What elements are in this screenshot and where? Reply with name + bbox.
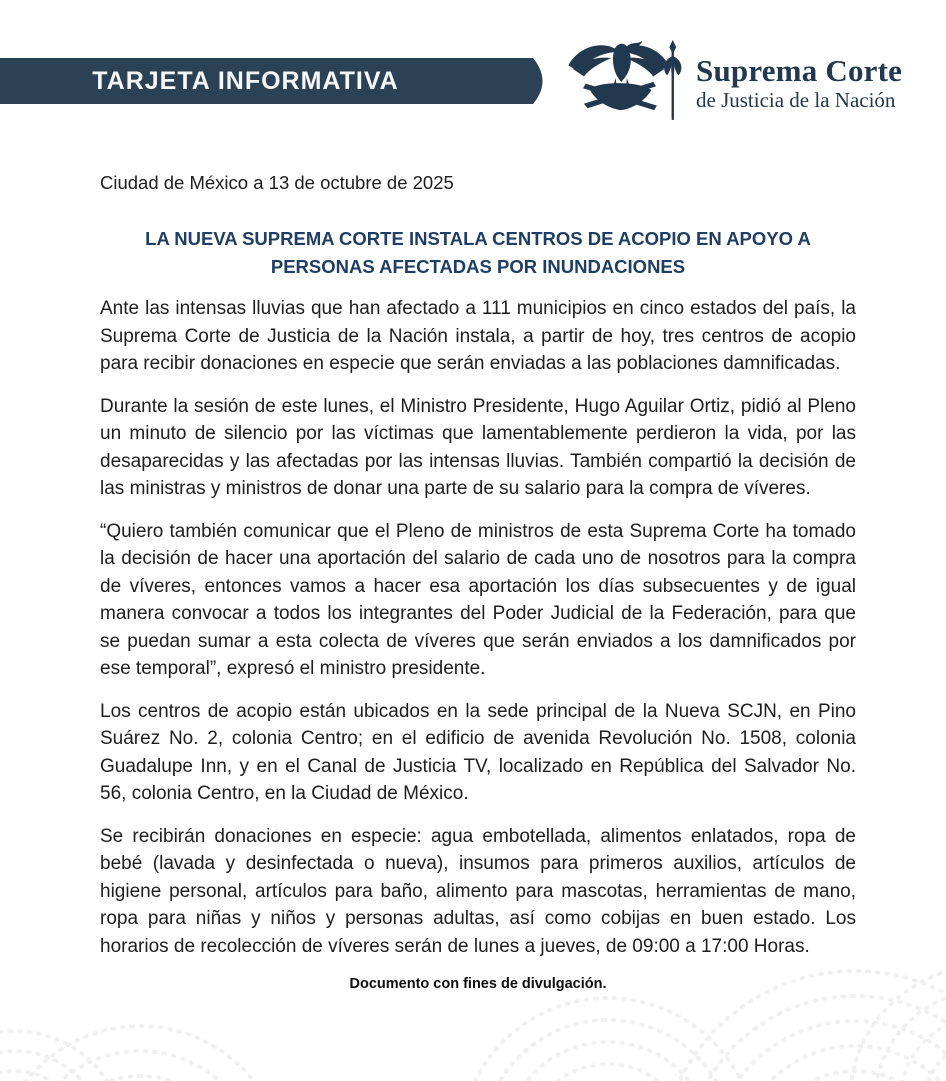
paragraph-2: Durante la sesión de este lunes, el Ministro Presidente, Hugo Aguilar Ortiz, pidió al Pleno un minuto de silencio por las víctimas que lamentablemente perdieron la vida, por las desaparecidas y las afectadas por las intensas lluvias. También compartió la decisión de las ministras y ministros de donar una parte de su salario para la compra de víveres. bbox=[100, 395, 856, 499]
brand-name-line1: Suprema Corte bbox=[696, 53, 903, 88]
banner bbox=[0, 58, 551, 104]
dateline: Ciudad de México a 13 de octubre de 2025 bbox=[100, 172, 454, 193]
footnote: Documento con fines de divulgación. bbox=[349, 976, 607, 992]
paragraph-1: Ante las intensas lluvias que han afectado a 111 municipios en cinco estados del país, la Suprema Corte de Justicia de la Nación instala, a partir de hoy, tres centros de acopio para recibir donaciones en especie que serán enviadas a las poblaciones damnificadas. bbox=[100, 298, 856, 374]
paragraph-5: Se recibirán donaciones en especie: agua embotellada, alimentos enlatados, ropa de bebé (lavada y desinfectada o nueva), insumos para primeros auxilios, artículos de higiene personal, artículos para baño, alimento para mascotas, herramientas de mano, ropa para niñas y niños y personas adultas, así como cobijas en buen estado. Los horarios de recolección de víveres serán de lunes a jueves, de 09:00 a 17:00 Horas. bbox=[100, 825, 856, 957]
paragraph-4: Los centros de acopio están ubicados en la sede principal de la Nueva SCJN, en Pino Suárez No. 2, colonia Centro; en el edificio de avenida Revolución No. 1508, colonia Guadalupe Inn, y en el Canal de Justicia TV, localizado en República del Salvador No. 56, colonia Centro, en la Ciudad de México. bbox=[100, 700, 856, 804]
document-title: LA NUEVA SUPREMA CORTE INSTALA CENTROS DE ACOPIO EN APOYO A PERSONAS AFECTADAS POR INUNDACIONES bbox=[145, 228, 811, 277]
brand-name-line2: de Justicia de la Nación bbox=[696, 88, 896, 112]
banner-title: TARJETA INFORMATIVA bbox=[92, 66, 399, 95]
paragraph-3: “Quiero también comunicar que el Pleno de ministros de esta Suprema Corte ha tomado la decisión de hacer una aportación del salario de cada uno de nosotros para la compra de víveres, entonces vamos a hacer esa aportación los días subsecuentes y de igual manera convocar a todos los integrantes del Poder Judicial de la Federación, para que se puedan sumar a esta colecta de víveres que serán enviados a los damnificados por ese temporal”, expresó el ministro presidente. bbox=[100, 520, 856, 679]
document-body bbox=[0, 104, 946, 992]
